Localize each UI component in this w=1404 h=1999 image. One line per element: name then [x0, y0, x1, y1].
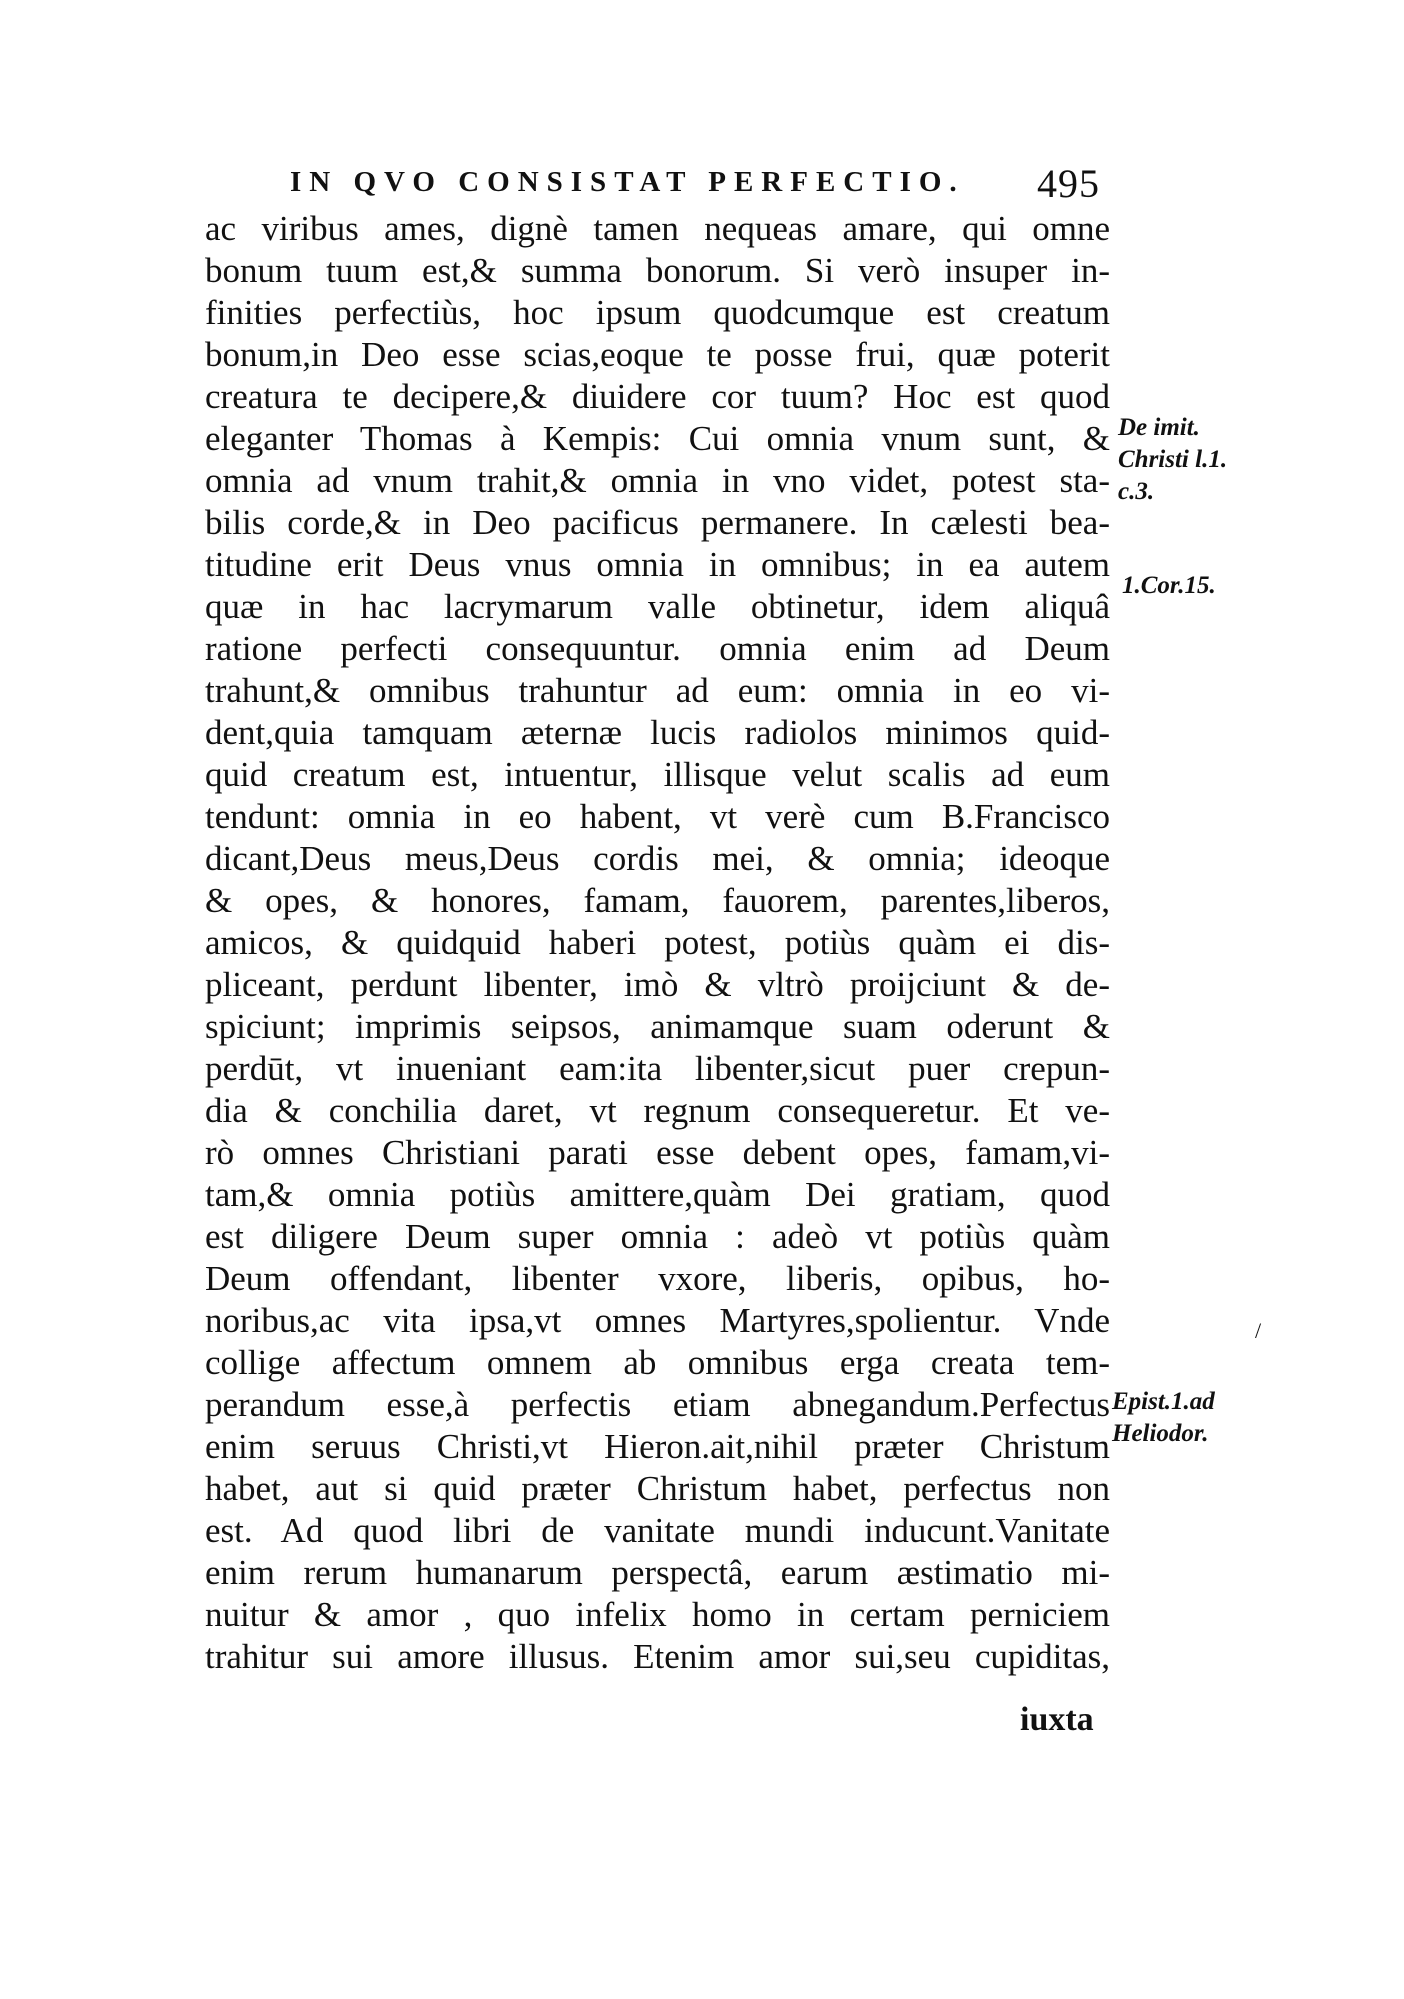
margin-note-epistle-heliodorus — [1112, 1386, 1215, 1450]
text-line: collige affectum omnem ab omnibus erga creata tem- — [205, 1343, 1110, 1382]
text-line: bonum tuum est,& summa bonorum. Si verò insuper in- — [205, 251, 1110, 290]
text-line: creatura te decipere,& diuidere cor tuum? Hoc est quod — [205, 377, 1110, 416]
running-head — [290, 160, 1100, 204]
main-text-block — [205, 208, 1110, 1678]
text-line: bonum,in Deo esse scias,eoque te posse frui, quæ poterit — [205, 335, 1110, 374]
text-line: nuitur & amor , quo infelix homo in certam perniciem — [205, 1595, 1110, 1634]
text-line: & opes, & honores, famam, fauorem, parentes,liberos, — [205, 881, 1110, 920]
margin-note-corinthians — [1122, 570, 1216, 602]
text-line: tam,& omnia potiùs amittere,quàm Dei gratiam, quod — [205, 1175, 1110, 1214]
text-line: tendunt: omnia in eo habent, vt verè cum B.Francisco — [205, 797, 1110, 836]
text-line: amicos, & quidquid haberi potest, potiùs quàm ei dis- — [205, 923, 1110, 962]
text-line: quæ in hac lacrymarum valle obtinetur, idem aliquâ — [205, 587, 1110, 626]
text-line: bilis corde,& in Deo pacificus permanere. In cælesti bea- — [205, 503, 1110, 542]
margin-note-line: 1.Cor.15. — [1122, 572, 1216, 599]
text-line: quid creatum est, intuentur, illisque velut scalis ad eum — [205, 755, 1110, 794]
running-title: IN QVO CONSISTAT PERFECTIO. — [290, 166, 965, 198]
text-line: spiciunt; imprimis seipsos, animamque suam oderunt & — [205, 1007, 1110, 1046]
page-number: 495 — [1037, 161, 1100, 206]
text-line: titudine erit Deus vnus omnia in omnibus; in ea autem — [205, 545, 1110, 584]
text-line: est. Ad quod libri de vanitate mundi inducunt.Vanitate — [205, 1511, 1110, 1550]
margin-note-line: c.3. — [1118, 478, 1155, 505]
margin-note-line: De imit. — [1118, 414, 1200, 441]
text-line: eleganter Thomas à Kempis: Cui omnia vnum sunt, & — [205, 419, 1110, 458]
text-line: perandum esse,à perfectis etiam abnegandum.Perfectus — [205, 1385, 1110, 1424]
text-line: enim rerum humanarum perspectâ, earum æstimatio mi- — [205, 1553, 1110, 1592]
margin-note-de-imitatione — [1118, 412, 1227, 508]
text-line: trahunt,& omnibus trahuntur ad eum: omnia in eo vi- — [205, 671, 1110, 710]
text-line: perdūt, vt inueniant eam:ita libenter,sicut puer crepun- — [205, 1049, 1110, 1088]
text-line: noribus,ac vita ipsa,vt omnes Martyres,spolientur. Vnde — [205, 1301, 1110, 1340]
text-line: rò omnes Christiani parati esse debent opes, famam,vi- — [205, 1133, 1110, 1172]
text-line: dia & conchilia daret, vt regnum consequeretur. Et ve- — [205, 1091, 1110, 1130]
text-line: ac viribus ames, dignè tamen nequeas amare, qui omne — [205, 209, 1110, 248]
text-line: Deum offendant, libenter vxore, liberis, opibus, ho- — [205, 1259, 1110, 1298]
margin-note-line: Epist.1.ad — [1112, 1388, 1215, 1415]
margin-note-line: Christi l.1. — [1118, 446, 1228, 473]
text-line: pliceant, perdunt libenter, imò & vltrò proijciunt & de- — [205, 965, 1110, 1004]
text-line: dicant,Deus meus,Deus cordis mei, & omnia; ideoque — [205, 839, 1110, 878]
text-line: habet, aut si quid præter Christum habet, perfectus non — [205, 1469, 1110, 1508]
text-line: enim seruus Christi,vt Hieron.ait,nihil præter Christum — [205, 1427, 1110, 1466]
stray-ink-mark: / — [1255, 1318, 1262, 1343]
text-line: est diligere Deum super omnia : adeò vt potiùs quàm — [205, 1217, 1110, 1256]
text-line: trahitur sui amore illusus. Etenim amor sui,seu cupiditas, — [205, 1637, 1110, 1676]
catchword: iuxta — [1020, 1701, 1094, 1738]
text-line: finities perfectiùs, hoc ipsum quodcumque est creatum — [205, 293, 1110, 332]
text-line: dent,quia tamquam æternæ lucis radiolos minimos quid- — [205, 713, 1110, 752]
text-line: ratione perfecti consequuntur. omnia enim ad Deum — [205, 629, 1110, 668]
margin-note-line: Heliodor. — [1112, 1420, 1209, 1447]
text-line: omnia ad vnum trahit,& omnia in vno videt, potest sta- — [205, 461, 1110, 500]
